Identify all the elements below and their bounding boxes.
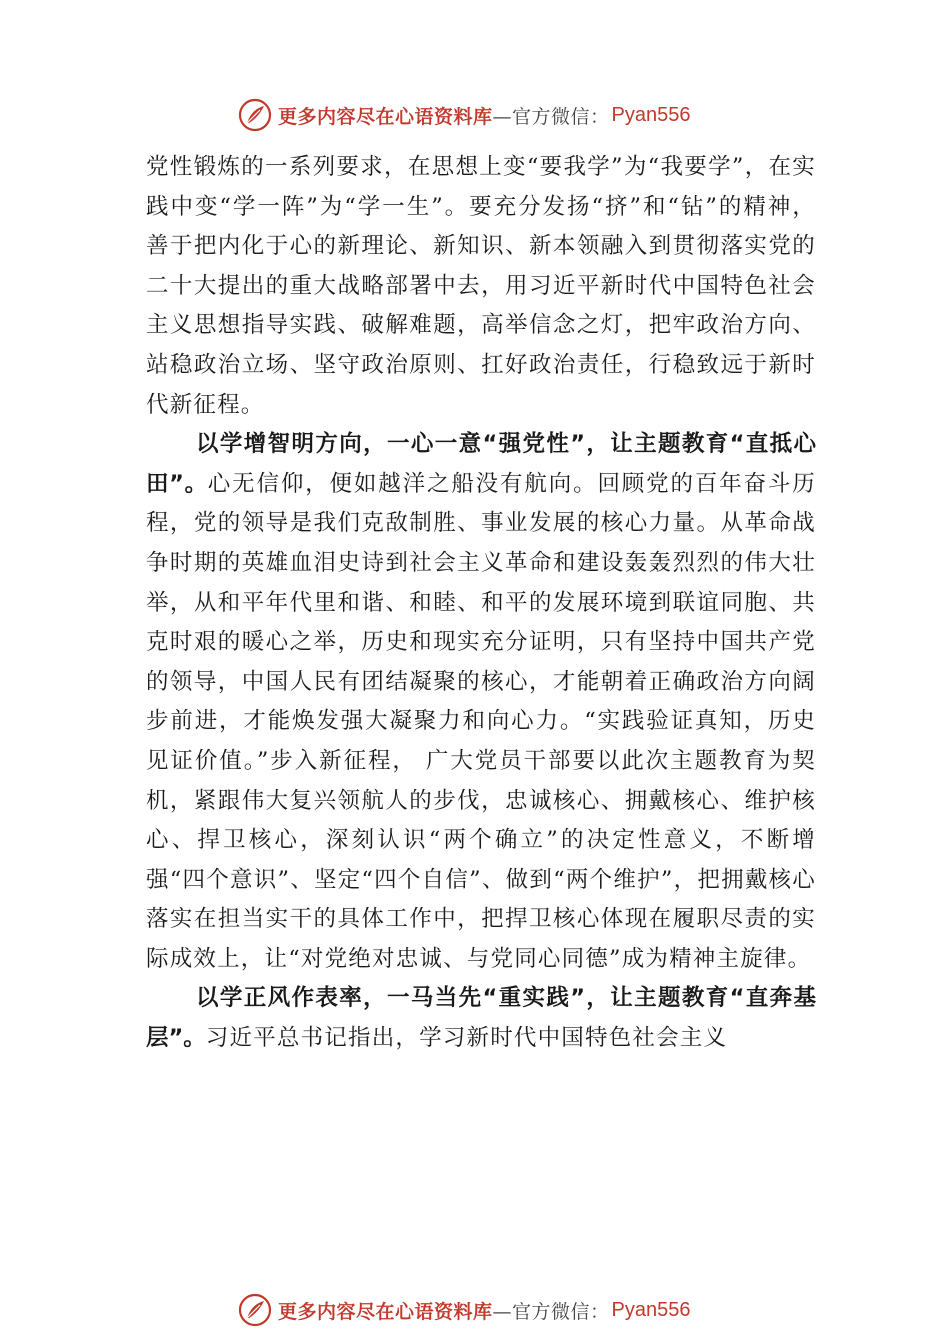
watermark-wechat-id: Pyan556 bbox=[611, 1298, 691, 1321]
header-watermark bbox=[238, 96, 758, 134]
watermark-separator-text: —官方微信： bbox=[492, 105, 610, 128]
paragraph-2-body: 心无信仰，便如越洋之船没有航向。回顾党的百年奋斗历程，党的领导是我们克敌制胜、事业发展的核心力量。从革命战争时期的英雄血泪史诗到社会主义革命和建设轰轰烈烈的伟大壮举，从和平年代里和谐、和睦、和平的发展环境到联谊同胞、共克时艰的暖心之举，历史和现实充分证明，只有坚持中国共产党的领导，中国人民有团结凝聚的核心，才能朝着正确政治方向阔步前进，才能焕发强大凝聚力和向心力。“实践验证真知，历史见证价值。”步入新征程， 广大党员干部要以此次主题教育为契机，紧跟伟大复兴领航人的步伐，忠诚核心、拥戴核心、维护核心、捍卫核心，深刻认识“两个确立”的决定性意义，不断增强“四个意识”、坚定“四个自信”、做到“两个维护”，把拥戴核心落实在担当实干的具体工作中，把捍卫核心体现在履职尽责的实际成效上，让“对党绝对忠诚、与党同心同德”成为精神主旋律。 bbox=[146, 470, 816, 972]
paragraph-3 bbox=[146, 979, 816, 1058]
watermark-separator-text: —官方微信： bbox=[492, 1300, 610, 1323]
document-body bbox=[146, 148, 816, 1059]
footer-watermark bbox=[238, 1291, 758, 1329]
paragraph-1 bbox=[146, 148, 816, 425]
paragraph-2-lead: 以学增智明方向，一心一意“强党性”，让主题教育“直抵心田”。 bbox=[146, 431, 816, 497]
pen-feather-logo-icon bbox=[238, 98, 272, 132]
pen-feather-logo-icon bbox=[238, 1293, 272, 1327]
watermark-main-text: 更多内容尽在心语资料库 bbox=[278, 105, 493, 128]
watermark-main-text: 更多内容尽在心语资料库 bbox=[278, 1300, 493, 1323]
watermark-wechat-id: Pyan556 bbox=[611, 103, 691, 126]
paragraph-2 bbox=[146, 425, 816, 979]
paragraph-3-body: 习近平总书记指出，学习新时代中国特色社会主义 bbox=[205, 1025, 728, 1052]
paragraph-1-body: 党性锻炼的一系列要求，在思想上变“要我学”为“我要学”，在实践中变“学一阵”为“学一生”。要充分发扬“挤”和“钻”的精神，善于把内化于心的新理论、新知识、新本领融入到贯彻落实党的二十大提出的重大战略部署中去，用习近平新时代中国特色社会主义思想指导实践、破解难题，高举信念之灯，把牢政治方向、站稳政治立场、坚守政治原则、扛好政治责任，行稳致远于新时代新征程。 bbox=[146, 154, 816, 418]
paragraph-3-lead: 以学正风作表率，一马当先“重实践”，让主题教育“直奔基层”。 bbox=[146, 985, 816, 1052]
